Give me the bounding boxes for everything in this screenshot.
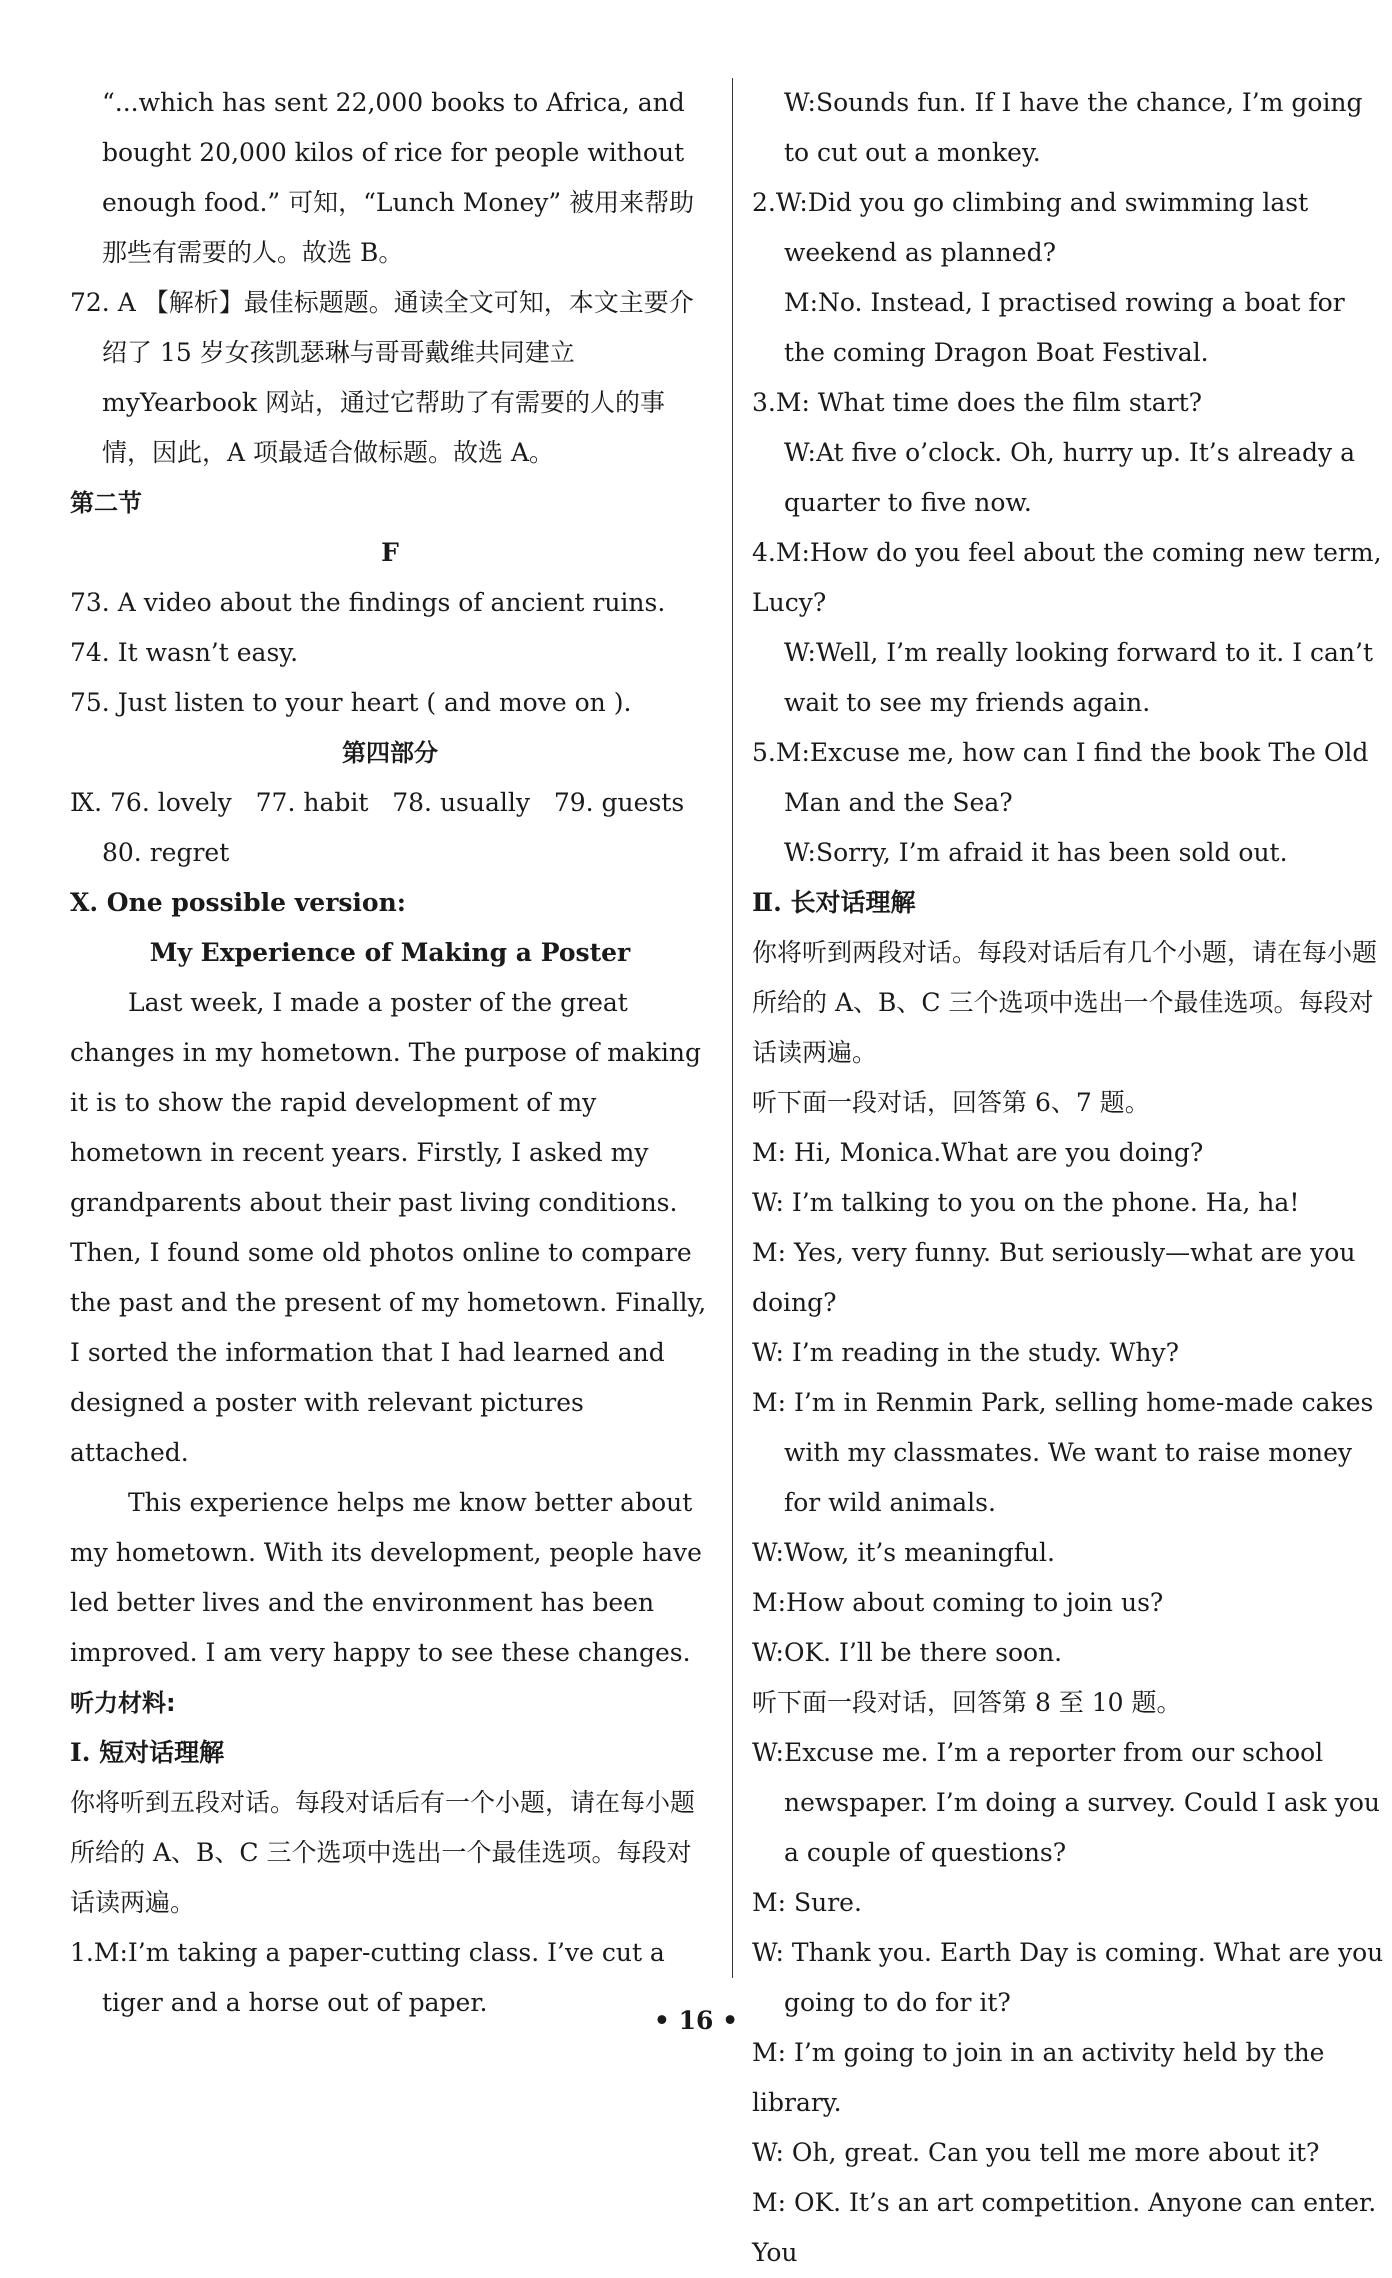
dialogue-5-woman: W:Sorry, I’m afraid it has been sold out. bbox=[784, 838, 1288, 867]
conv1-line: W:Wow, it’s meaningful. bbox=[752, 1538, 1055, 1567]
essay-paragraph-1: Last week, I made a poster of the great changes in my hometown. The purpose of making it is to show the rapid development of my hometown in recent years. Firstly, I asked my grandparents about their past living conditions. Then, I found some old photos online to compare the past and the present of my hometown. Finally, I sorted the information that I had learned and designed a poster with relevant pictures attached. bbox=[70, 988, 707, 1467]
short-dialogue-instructions: 你将听到五段对话。每段对话后有一个小题，请在每小题所给的 A、B、C 三个选项中选出一个最佳选项。每段对话读两遍。 bbox=[70, 1788, 696, 1917]
part-4-heading: 第四部分 bbox=[342, 739, 438, 767]
dialogue-4-woman: W:Well, I’m really looking forward to it. I can’t wait to see my friends again. bbox=[784, 638, 1374, 717]
answer-71-continued: “...which has sent 22,000 books to Africa, and bought 20,000 kilos of rice for people without enough food.” 可知，“Lunch Money” 被用来帮助那些有需要的人。故选 B。 bbox=[102, 88, 695, 267]
answer-74: 74. It wasn’t easy. bbox=[70, 638, 299, 667]
section-2-heading: 第二节 bbox=[70, 489, 142, 517]
left-column bbox=[70, 78, 710, 2028]
answer-73: 73. A video about the findings of ancient ruins. bbox=[70, 588, 666, 617]
answer-75: 75. Just listen to your heart ( and move on ). bbox=[70, 688, 632, 717]
essay-paragraph-2: This experience helps me know better about my hometown. With its development, people have led better lives and the environment has been improved. I am very happy to see these changes. bbox=[70, 1488, 702, 1667]
conv2-line: W: Thank you. Earth Day is coming. What are you going to do for it? bbox=[752, 1938, 1384, 2017]
dialogue-3-woman: W:At five o’clock. Oh, hurry up. It’s already a quarter to five now. bbox=[784, 438, 1356, 517]
dialogue-2-woman: 2.W:Did you go climbing and swimming last weekend as planned? bbox=[752, 188, 1309, 267]
long-dialogue-instructions: 你将听到两段对话。每段对话后有几个小题，请在每小题所给的 A、B、C 三个选项中选出一个最佳选项。每段对话读两遍。 bbox=[752, 938, 1378, 1067]
essay-title: My Experience of Making a Poster bbox=[149, 938, 631, 967]
dialogue-2-man: M:No. Instead, I practised rowing a boat for the coming Dragon Boat Festival. bbox=[784, 288, 1345, 367]
dialogue-1-woman: W:Sounds fun. If I have the chance, I’m going to cut out a monkey. bbox=[784, 88, 1363, 167]
dialogue-1-man: 1.M:I’m taking a paper-cutting class. I’ve cut a tiger and a horse out of paper. bbox=[70, 1938, 665, 2017]
conv2-line: W: Oh, great. Can you tell me more about it? bbox=[752, 2138, 1320, 2167]
dialogue-3-man: 3.M: What time does the film start? bbox=[752, 388, 1203, 417]
column-divider bbox=[732, 78, 733, 1978]
answers-ix: Ⅸ. 76. lovely 77. habit 78. usually 79. guests 80. regret bbox=[70, 788, 708, 867]
conv1-line: M: I’m in Renmin Park, selling home-made cakes with my classmates. We want to raise money for wild animals. bbox=[752, 1388, 1374, 1517]
long-dialogue-heading: Ⅱ. 长对话理解 bbox=[752, 888, 916, 917]
dialogue-5-man: 5.M:Excuse me, how can I find the book The Old Man and the Sea? bbox=[752, 738, 1369, 817]
section-x-heading: X. One possible version: bbox=[70, 888, 407, 917]
page-number: • 16 • bbox=[653, 2006, 739, 2035]
answer-72: 72. A 【解析】最佳标题题。通读全文可知，本文主要介绍了 15 岁女孩凯瑟琳与哥哥戴维共同建立 myYearbook 网站，通过它帮助了有需要的人的事情，因此，A 项最适合做标题。故选 A。 bbox=[70, 288, 694, 467]
conversation-2-heading: 听下面一段对话，回答第 8 至 10 题。 bbox=[752, 1688, 1182, 1717]
conv1-line: M: Hi, Monica.What are you doing? bbox=[752, 1138, 1204, 1167]
conv1-line: M:How about coming to join us? bbox=[752, 1588, 1164, 1617]
short-dialogue-heading: I. 短对话理解 bbox=[70, 1738, 225, 1767]
passage-f-label: F bbox=[381, 538, 399, 567]
conv1-line: M: Yes, very funny. But seriously—what are you doing? bbox=[752, 1238, 1356, 1317]
conv2-line: M: Sure. bbox=[752, 1888, 862, 1917]
listening-heading: 听力材料: bbox=[70, 1689, 176, 1717]
conv2-line: M: I’m going to join in an activity held by the library. bbox=[752, 2038, 1325, 2117]
conv1-line: W:OK. I’ll be there soon. bbox=[752, 1638, 1063, 1667]
conv1-line: W: I’m reading in the study. Why? bbox=[752, 1338, 1180, 1367]
conv2-line: W:Excuse me. I’m a reporter from our school newspaper. I’m doing a survey. Could I ask you a couple of questions? bbox=[752, 1738, 1381, 1867]
dialogue-4-man: 4.M:How do you feel about the coming new term, Lucy? bbox=[752, 538, 1382, 617]
conv2-line: M: OK. It’s an art competition. Anyone can enter. You bbox=[752, 2188, 1377, 2267]
right-column bbox=[752, 78, 1392, 2278]
conv1-line: W: I’m talking to you on the phone. Ha, ha! bbox=[752, 1188, 1300, 1217]
conversation-1-heading: 听下面一段对话，回答第 6、7 题。 bbox=[752, 1088, 1150, 1117]
